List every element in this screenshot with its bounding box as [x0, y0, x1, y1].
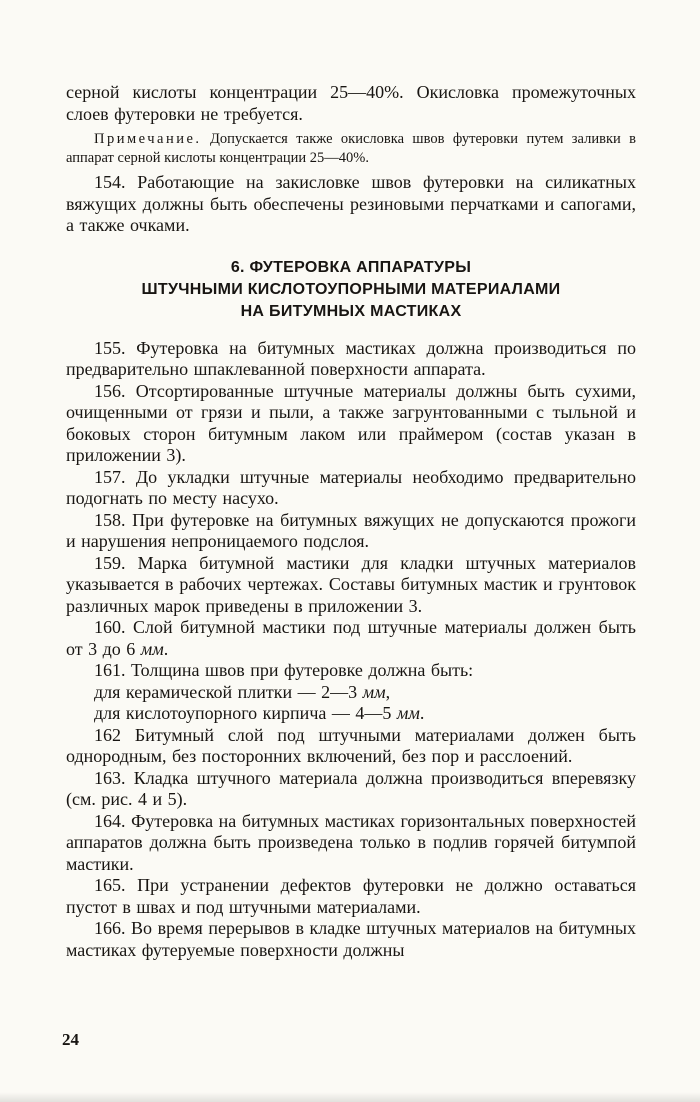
paragraph-157: 157. До укладки штучные материалы необходимо предварительно подогнать по месту насухо. — [66, 466, 636, 508]
section-heading-line-2: ШТУЧНЫМИ КИСЛОТОУПОРНЫМИ МАТЕРИАЛАМИ — [141, 280, 561, 298]
paragraph-162: 162 Битумный слой под штучными материалами должен быть однородным, без посторонних включений, без пор и расслоений. — [66, 724, 636, 766]
item-1-end: , — [385, 681, 391, 702]
paragraph-159: 159. Марка битумной мастики для кладки штучных материалов указывается в рабочих чертежах. Составы битумных мастик и грунтовок различных марок приведены в приложении 3. — [66, 552, 636, 616]
paragraph-165: 165. При устранении дефектов футеровки не должно оставаться пустот в швах и под штучными материалами. — [66, 875, 636, 917]
note-paragraph — [66, 130, 636, 167]
item-2-text: для кислотоупорного кирпича — 4—5 — [94, 703, 397, 723]
paragraph-160-end: . — [163, 638, 169, 659]
text-column — [66, 82, 636, 961]
paragraph-164: 164. Футеровка на битумных мастиках горизонтальных поверхностей аппаратов должна быть произведена только в подлив горячей битумпой мастики. — [66, 810, 636, 874]
paragraph-166: 166. Во время перерывов в кладке штучных материалов на битумных мастиках футеруемые поверхности должны — [66, 918, 636, 960]
item-2-end: . — [419, 703, 425, 723]
paragraph-156: 156. Отсортированные штучные материалы должны быть сухими, очищенными от грязи и пыли, а также загрунтованными с тыльной и боковых сторон битумным лаком или праймером (состав указан в приложении 3). — [66, 380, 636, 465]
paragraph-161: 161. Толщина швов при футеровке должна быть: — [94, 660, 474, 680]
paragraph-154: 154. Работающие на закисловке швов футеровки на силикатных вяжущих должны быть обеспечены резиновыми перчатками и сапогами, а также очками. — [66, 172, 636, 235]
paragraph-160 — [66, 617, 636, 660]
section-heading-line-1: 6. ФУТЕРОВКА АППАРАТУРЫ — [230, 258, 472, 276]
page-number: 24 — [62, 1030, 79, 1049]
note-text: Допускается также окисловка швов футеровки путем заливки в аппарат серной кислоты концентрации 25—40%. — [66, 131, 636, 166]
item-1-text: для керамической плитки — 2—3 — [94, 681, 363, 702]
paragraph-163: 163. Кладка штучного материала должна производиться вперевязку (см. рис. 4 и 5). — [66, 767, 636, 809]
unit-mm: мм — [362, 681, 386, 702]
unit-mm: мм — [140, 638, 164, 659]
paragraph-155: 155. Футеровка на битумных мастиках должна производиться по предварительно шпаклеванной поверхности аппарата. — [66, 337, 636, 379]
section-heading — [66, 257, 636, 323]
section-heading-line-3: НА БИТУМНЫХ МАСТИКАХ — [240, 302, 462, 320]
paragraph-161-item-2 — [66, 703, 636, 725]
continuation-paragraph: серной кислоты концентрации 25—40%. Окисловка промежуточных слоев футеровки не требуется. — [66, 82, 636, 124]
unit-mm: мм — [396, 703, 420, 723]
note-label: Примечание. — [94, 131, 202, 147]
paragraph-158: 158. При футеровке на битумных вяжущих не допускаются прожоги и нарушения непроницаемого подслоя. — [66, 509, 636, 551]
paragraph-160-text: 160. Слой битумной мастики под штучные материалы должен быть от 3 до 6 — [66, 617, 636, 659]
paragraph-161-item-1 — [66, 682, 636, 704]
